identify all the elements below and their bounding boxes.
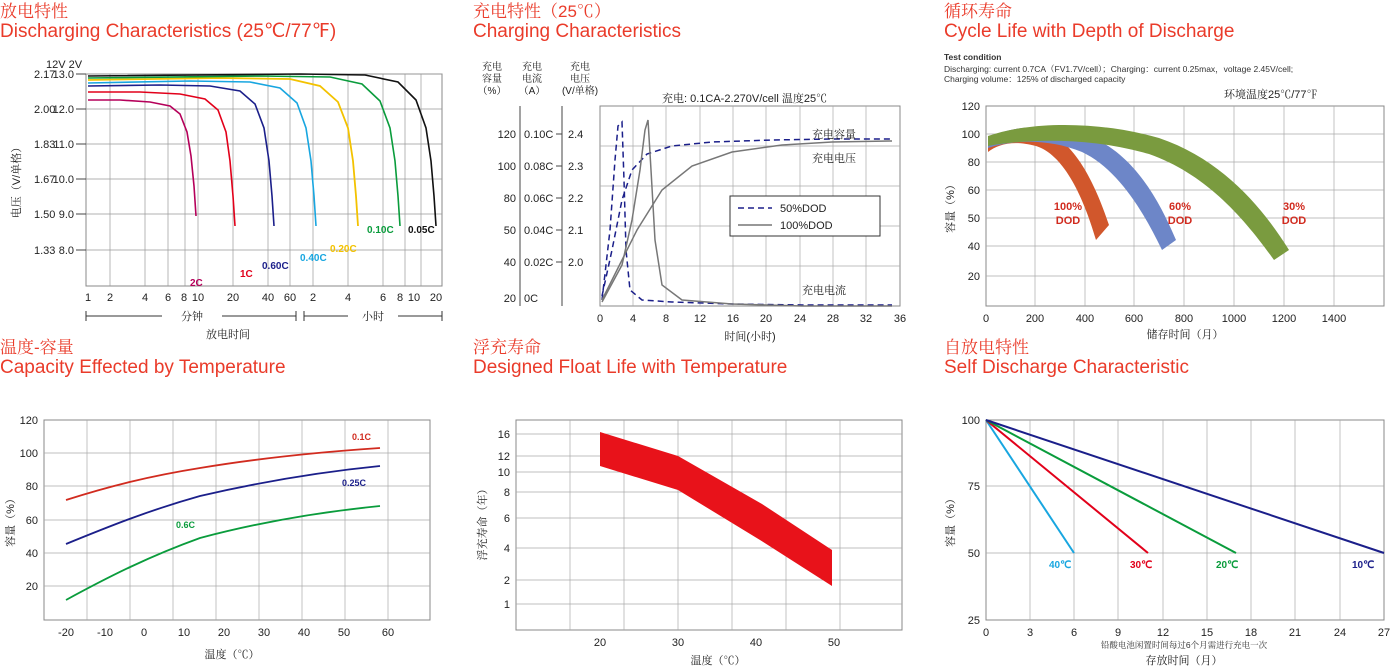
- discharging-group-minutes: 分钟: [181, 311, 203, 323]
- charging-header-voltage-1: 充电: [570, 62, 590, 73]
- temperature-xtick-6: 40: [297, 627, 311, 639]
- cyclelife-chart: [944, 50, 1400, 341]
- discharging-series-label-1c: 1C: [240, 269, 253, 280]
- temperature-ytick-3: 60: [25, 515, 38, 527]
- cyclelife-xtick-7: 1400: [1321, 313, 1347, 325]
- charging-xtick-3: 12: [693, 313, 707, 325]
- discharging-series-label-060c: 0.60C: [262, 261, 289, 272]
- charging-header-current-1: 充电: [522, 62, 542, 73]
- cyclelife-xtick-2: 400: [1075, 313, 1095, 325]
- discharging-series-label-005c: 0.05C: [408, 225, 435, 236]
- cyclelife-xtick-3: 600: [1124, 313, 1144, 325]
- charging-ytick-cur-2: 0.06C: [524, 193, 554, 205]
- cyclelife-testcondition-line-0: Discharging: current 0.7CA（FV1.7V/cell）；Charging：current 0.25max，voltage 2.45V/cell;: [944, 64, 1294, 74]
- charging-ytick-cur-0: 0.10C: [524, 129, 554, 141]
- panel-cyclelife: [944, 0, 1400, 341]
- charging-legend-50dod: 50%DOD: [780, 203, 827, 215]
- panel-selfdischarge-title-cn: 自放电特性: [944, 338, 1029, 357]
- selfdischarge-xtick-8: 24: [1333, 627, 1347, 639]
- panel-cyclelife-titles: [944, 2, 1234, 43]
- charging-ytick-volt-2: 2.2: [568, 193, 584, 205]
- charging-xtick-1: 4: [629, 313, 637, 325]
- temperature-series-label-06c: 0.6C: [176, 520, 196, 530]
- selfdischarge-chart: [944, 400, 1400, 666]
- charging-ytick-volt-1: 2.3: [568, 161, 584, 173]
- cyclelife-ytick-0: 120: [961, 101, 980, 113]
- floatlife-ytick-7: 1: [503, 599, 510, 611]
- floatlife-ytick-6: 2: [503, 575, 510, 587]
- discharging-series-label-010c: 0.10C: [367, 225, 394, 236]
- cyclelife-xtick-0: 0: [982, 313, 990, 325]
- panel-cyclelife-title-en: Cycle Life with Depth of Discharge: [944, 21, 1235, 42]
- discharging-xtick-1: 2: [106, 292, 114, 304]
- discharging-xtick-h3: 8: [396, 292, 404, 304]
- charging-ytick-cap-5: 20: [503, 293, 516, 305]
- discharging-ytick-2v-2: 1.83: [34, 139, 56, 151]
- discharging-xtick-h4: 10: [407, 292, 421, 304]
- selfdischarge-xtick-3: 9: [1114, 627, 1122, 639]
- charging-xtick-9: 36: [893, 313, 907, 325]
- charging-header-current-3: （A）: [518, 86, 546, 97]
- cyclelife-ytick-4: 50: [967, 213, 980, 225]
- charging-chart: [472, 50, 944, 342]
- floatlife-xtick-3: 50: [827, 637, 841, 649]
- selfdischarge-ytick-0: 100: [961, 415, 980, 427]
- discharging-series-label-040c: 0.40C: [300, 253, 327, 264]
- panel-discharging-title-cn: 放电特性: [0, 2, 68, 21]
- charging-header-capacity-2: 容量: [482, 74, 502, 85]
- floatlife-chart: [472, 400, 944, 666]
- charging-header-capacity-3: （%）: [477, 86, 507, 97]
- panel-temperature-title-cn: 温度-容量: [0, 338, 74, 357]
- charging-annotation: 充电: 0.1CA-2.270V/cell 温度25℃: [662, 93, 828, 105]
- selfdischarge-xtick-5: 15: [1200, 627, 1214, 639]
- charging-xtick-0: 0: [596, 313, 604, 325]
- panel-charging-title-en: Charging Characteristics: [473, 21, 682, 42]
- panel-temperature-titles: [0, 338, 286, 379]
- cyclelife-env-note: 环境温度25℃/77℉: [1224, 89, 1318, 101]
- temperature-xtick-4: 20: [217, 627, 231, 639]
- panel-charging-titles: [473, 2, 681, 43]
- panel-charging: [472, 0, 944, 343]
- cyclelife-band-label-30dod-1: 30%: [1282, 201, 1306, 213]
- temperature-chart: [0, 400, 472, 666]
- discharging-series-label-2c: 2C: [190, 278, 203, 289]
- temperature-ytick-5: 20: [25, 581, 38, 593]
- selfdischarge-xtick-1: 3: [1026, 627, 1034, 639]
- floatlife-ytick-2: 10: [497, 467, 510, 479]
- discharging-xtick-h1: 4: [344, 292, 352, 304]
- discharging-xtick-3: 6: [164, 292, 172, 304]
- panel-discharging-titles: [0, 2, 336, 43]
- charging-ytick-volt-3: 2.1: [568, 225, 584, 237]
- charging-header-voltage-3: (V/单格): [561, 86, 599, 97]
- cyclelife-ytick-3: 60: [967, 185, 980, 197]
- temperature-ytick-1: 100: [19, 448, 38, 460]
- cyclelife-band-label-100dod-2: DOD: [1055, 215, 1081, 227]
- charging-ytick-volt-4: 2.0: [568, 257, 584, 269]
- charging-ytick-cap-0: 120: [497, 129, 516, 141]
- cyclelife-testcondition-title: Test condition: [944, 52, 1002, 62]
- panel-charging-title-cn: 充电特性（25℃）: [473, 2, 611, 21]
- discharging-xtick-h0: 2: [309, 292, 317, 304]
- charging-xtick-2: 8: [662, 313, 670, 325]
- cyclelife-xtick-4: 800: [1174, 313, 1194, 325]
- panel-floatlife: [472, 338, 944, 669]
- discharging-xtick-0: 1: [84, 292, 92, 304]
- temperature-ylabel: 容量（%）: [5, 493, 17, 547]
- charging-curve-label-voltage: 充电电压: [812, 153, 856, 165]
- temperature-xtick-5: 30: [257, 627, 271, 639]
- charging-xtick-5: 20: [759, 313, 773, 325]
- charging-ytick-cur-1: 0.08C: [524, 161, 554, 173]
- charging-ytick-cur-3: 0.04C: [524, 225, 554, 237]
- temperature-series-label-01c: 0.1C: [352, 432, 372, 442]
- floatlife-ytick-0: 16: [497, 429, 510, 441]
- discharging-xtick-7: 40: [261, 292, 275, 304]
- discharging-xtick-8: 60: [283, 292, 297, 304]
- selfdischarge-ytick-1: 75: [967, 481, 980, 493]
- panel-discharging-title-en: Discharging Characteristics (25℃/77℉): [0, 21, 337, 42]
- floatlife-xtick-1: 30: [671, 637, 685, 649]
- temperature-xtick-1: -10: [97, 627, 113, 639]
- cyclelife-ytick-1: 100: [961, 129, 980, 141]
- floatlife-ytick-3: 8: [503, 487, 510, 499]
- discharging-ytick-2v-5: 1.33: [34, 245, 56, 257]
- panel-temperature-title-en: Capacity Effected by Temperature: [0, 357, 286, 378]
- panel-temperature: [0, 338, 472, 669]
- temperature-ytick-4: 40: [25, 548, 38, 560]
- selfdischarge-xtick-4: 12: [1156, 627, 1170, 639]
- temperature-xtick-7: 50: [337, 627, 351, 639]
- floatlife-xtick-2: 40: [749, 637, 763, 649]
- charging-header-capacity-1: 充电: [482, 62, 502, 73]
- discharging-ytick-12v-2: 11.0: [53, 139, 74, 151]
- panel-floatlife-title-en: Designed Float Life with Temperature: [473, 357, 788, 378]
- cyclelife-band-label-30dod-2: DOD: [1281, 215, 1307, 227]
- cyclelife-ytick-6: 20: [967, 271, 980, 283]
- cyclelife-xlabel: 储存时间（月）: [1146, 329, 1224, 341]
- temperature-xtick-0: -20: [58, 627, 74, 639]
- charging-ytick-cur-5: 0C: [524, 293, 539, 305]
- discharging-group-hours: 小时: [362, 311, 384, 323]
- cyclelife-ylabel: 容量（%）: [945, 179, 957, 233]
- cyclelife-testcondition-line-1: Charging volume：125% of discharged capacity: [944, 74, 1126, 84]
- charging-ytick-cap-2: 80: [503, 193, 516, 205]
- temperature-series-label-025c: 0.25C: [342, 478, 367, 488]
- temperature-xtick-2: 0: [140, 627, 148, 639]
- selfdischarge-xtick-6: 18: [1244, 627, 1258, 639]
- discharging-xtick-2: 4: [141, 292, 149, 304]
- discharging-ytick-2v-1: 2.00: [34, 104, 56, 116]
- floatlife-xtick-0: 20: [593, 637, 607, 649]
- charging-ytick-cur-4: 0.02C: [524, 257, 554, 269]
- selfdischarge-xtick-7: 21: [1288, 627, 1302, 639]
- cyclelife-band-label-60dod-2: DOD: [1167, 215, 1193, 227]
- charging-curve-label-current: 充电电流: [802, 285, 846, 297]
- selfdischarge-xtick-2: 6: [1070, 627, 1078, 639]
- temperature-xlabel: 温度（℃）: [204, 649, 260, 661]
- discharging-xtick-4: 8: [180, 292, 188, 304]
- discharging-ylabel: 电压（V/单格）: [11, 141, 23, 219]
- cyclelife-band-label-100dod-1: 100%: [1053, 201, 1083, 213]
- charging-ytick-cap-1: 100: [497, 161, 516, 173]
- charging-ytick-volt-0: 2.4: [568, 129, 584, 141]
- discharging-series-label-020c: 0.20C: [330, 244, 357, 255]
- panel-discharging: [0, 0, 472, 341]
- charging-xtick-6: 24: [793, 313, 807, 325]
- selfdischarge-xtick-9: 27: [1377, 627, 1391, 639]
- charging-xtick-8: 32: [859, 313, 873, 325]
- cyclelife-xtick-6: 1200: [1271, 313, 1297, 325]
- panel-selfdischarge: [944, 338, 1400, 669]
- panel-floatlife-titles: [473, 338, 787, 379]
- charging-curve-label-capacity: 充电容量: [812, 129, 856, 141]
- selfdischarge-series-label-20c: 20℃: [1216, 560, 1239, 571]
- floatlife-ytick-5: 4: [503, 543, 510, 555]
- discharging-ytick-12v-5: 8.0: [58, 245, 74, 257]
- selfdischarge-xtick-0: 0: [982, 627, 990, 639]
- discharging-ytick-12v-4: 9.0: [58, 209, 74, 221]
- floatlife-ytick-4: 6: [503, 513, 510, 525]
- discharging-xtick-6: 20: [226, 292, 240, 304]
- floatlife-ytick-1: 12: [497, 451, 510, 463]
- floatlife-xlabel: 温度（℃）: [690, 655, 746, 667]
- discharging-ytick-12v-0: 13.0: [52, 69, 74, 81]
- selfdischarge-ytick-2: 50: [967, 548, 980, 560]
- cyclelife-ytick-2: 80: [967, 157, 980, 169]
- charging-header-voltage-2: 电压: [570, 74, 590, 85]
- selfdischarge-series-label-10c: 10℃: [1352, 560, 1375, 571]
- panel-selfdischarge-titles: [944, 338, 1189, 379]
- temperature-ytick-2: 80: [25, 481, 38, 493]
- discharging-xtick-h2: 6: [379, 292, 387, 304]
- selfdischarge-ytick-3: 25: [967, 615, 980, 627]
- charging-xtick-4: 16: [726, 313, 740, 325]
- cyclelife-xtick-1: 200: [1025, 313, 1045, 325]
- floatlife-ylabel: 浮充寿命（年）: [477, 483, 489, 561]
- selfdischarge-ylabel: 容量（%）: [945, 493, 957, 547]
- cyclelife-xtick-5: 1000: [1221, 313, 1247, 325]
- discharging-corner-label: 12V 2V: [46, 59, 83, 71]
- cyclelife-band-label-60dod-1: 60%: [1168, 201, 1192, 213]
- discharging-ytick-12v-1: 12.0: [52, 104, 74, 116]
- charging-legend-100dod: 100%DOD: [780, 220, 833, 232]
- selfdischarge-series-label-40c: 40℃: [1049, 560, 1072, 571]
- discharging-xtick-5: 10: [191, 292, 205, 304]
- cyclelife-ytick-5: 40: [967, 241, 980, 253]
- temperature-xtick-8: 60: [381, 627, 395, 639]
- charging-xtick-7: 28: [826, 313, 840, 325]
- temperature-ytick-0: 120: [19, 415, 38, 427]
- panel-floatlife-title-cn: 浮充寿命: [473, 338, 541, 357]
- selfdischarge-xlabel: 存放时间（月）: [1145, 655, 1223, 667]
- discharging-xlabel: 放电时间: [206, 329, 250, 341]
- panel-cyclelife-title-cn: 循环寿命: [944, 2, 1012, 21]
- discharging-ytick-2v-3: 1.67: [34, 174, 56, 186]
- charging-xlabel: 时间(小时): [724, 331, 776, 343]
- discharging-ytick-2v-0: 2.17: [34, 69, 56, 81]
- charging-ytick-cap-3: 50: [503, 225, 516, 237]
- discharging-xtick-h5: 20: [429, 292, 443, 304]
- charging-header-current-2: 电流: [522, 74, 542, 85]
- temperature-xtick-3: 10: [177, 627, 191, 639]
- discharging-ytick-12v-3: 10.0: [52, 174, 74, 186]
- charging-ytick-cap-4: 40: [503, 257, 516, 269]
- discharging-ytick-2v-4: 1.50: [34, 209, 56, 221]
- panel-selfdischarge-title-en: Self Discharge Characteristic: [944, 357, 1189, 378]
- discharging-chart: [0, 56, 472, 341]
- selfdischarge-footnote: 铅酸电池闲置时间每过6个月需进行充电一次: [1100, 640, 1268, 650]
- selfdischarge-series-label-30c: 30℃: [1130, 560, 1153, 571]
